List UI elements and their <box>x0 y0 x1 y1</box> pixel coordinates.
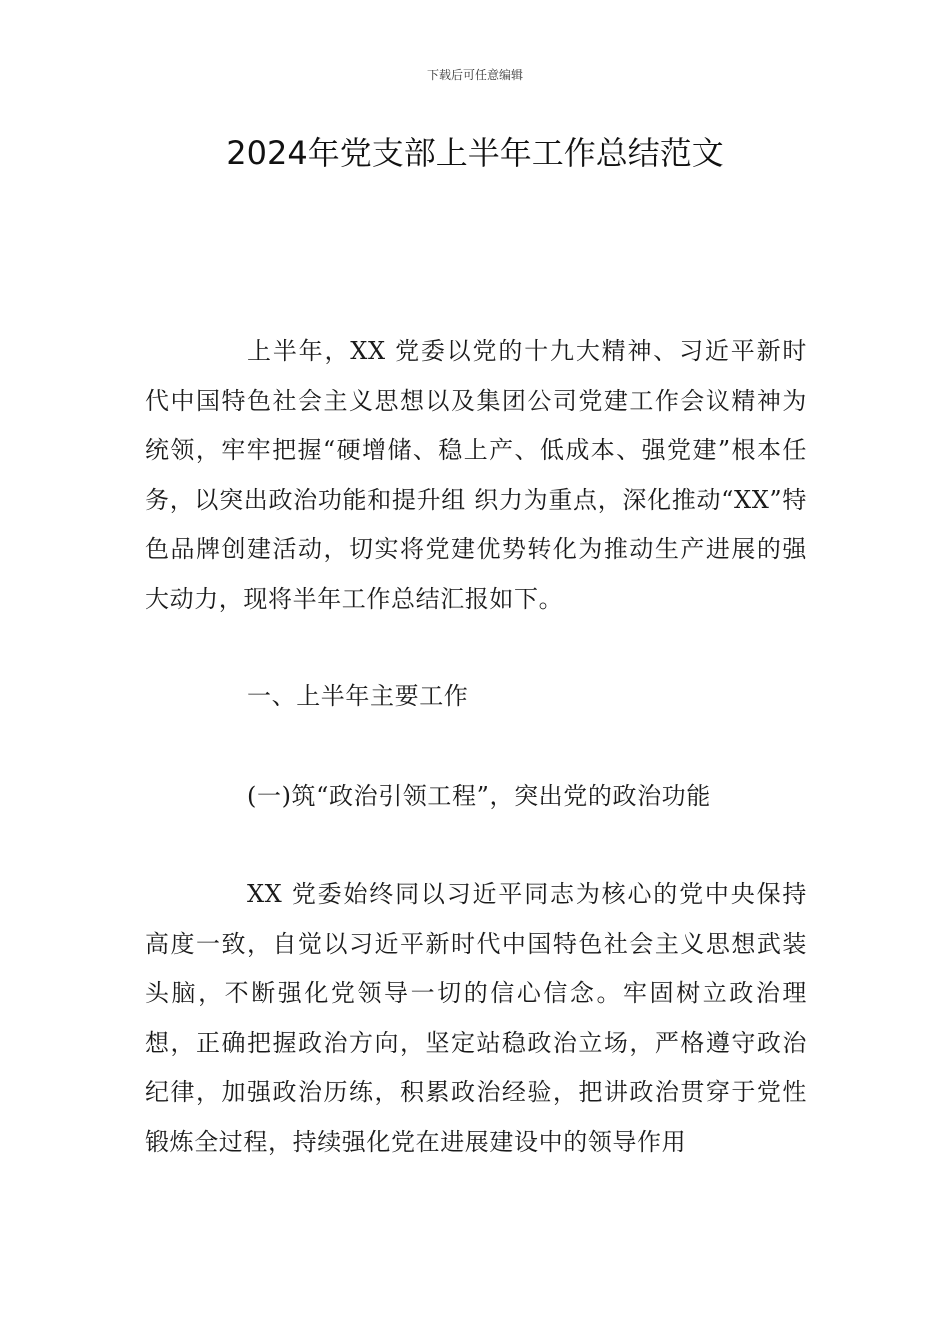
subsection-heading: (一)筑“政治引领工程”，突出党的政治功能 <box>247 782 711 810</box>
intro-paragraph: 上半年，XX 党委以党的十九大精神、习近平新时代中国特色社会主义思想以及集团公司党建工作会议精神为统领，牢牢把握“硬增储、稳上产、低成本、强党建”根本任务，以突出政治功能和提升组 织力为重点，深化推动“XX”特色品牌创建活动，切实将党建优势转化为推动生产进展的强大动力，现将半年工作总结汇报如下。 <box>145 337 807 613</box>
page-header-note: 下载后可任意编辑 <box>426 68 523 82</box>
politics-paragraph: XX 党委始终同以习近平同志为核心的党中央保持高度一致，自觉以习近平新时代中国特色社会主义思想武装头脑，不断强化党领导一切的信心信念。牢固树立政治理想，正确把握政治方向，坚定站稳政治立场，严格遵守政治纪律，加强政治历练，积累政治经验，把讲政治贯穿于党性锻炼全过程，持续强化党在进展建设中的领导作用 <box>145 880 807 1156</box>
document-title: 2024年党支部上半年工作总结范文 <box>226 134 724 172</box>
section-heading: 一、上半年主要工作 <box>247 682 469 710</box>
